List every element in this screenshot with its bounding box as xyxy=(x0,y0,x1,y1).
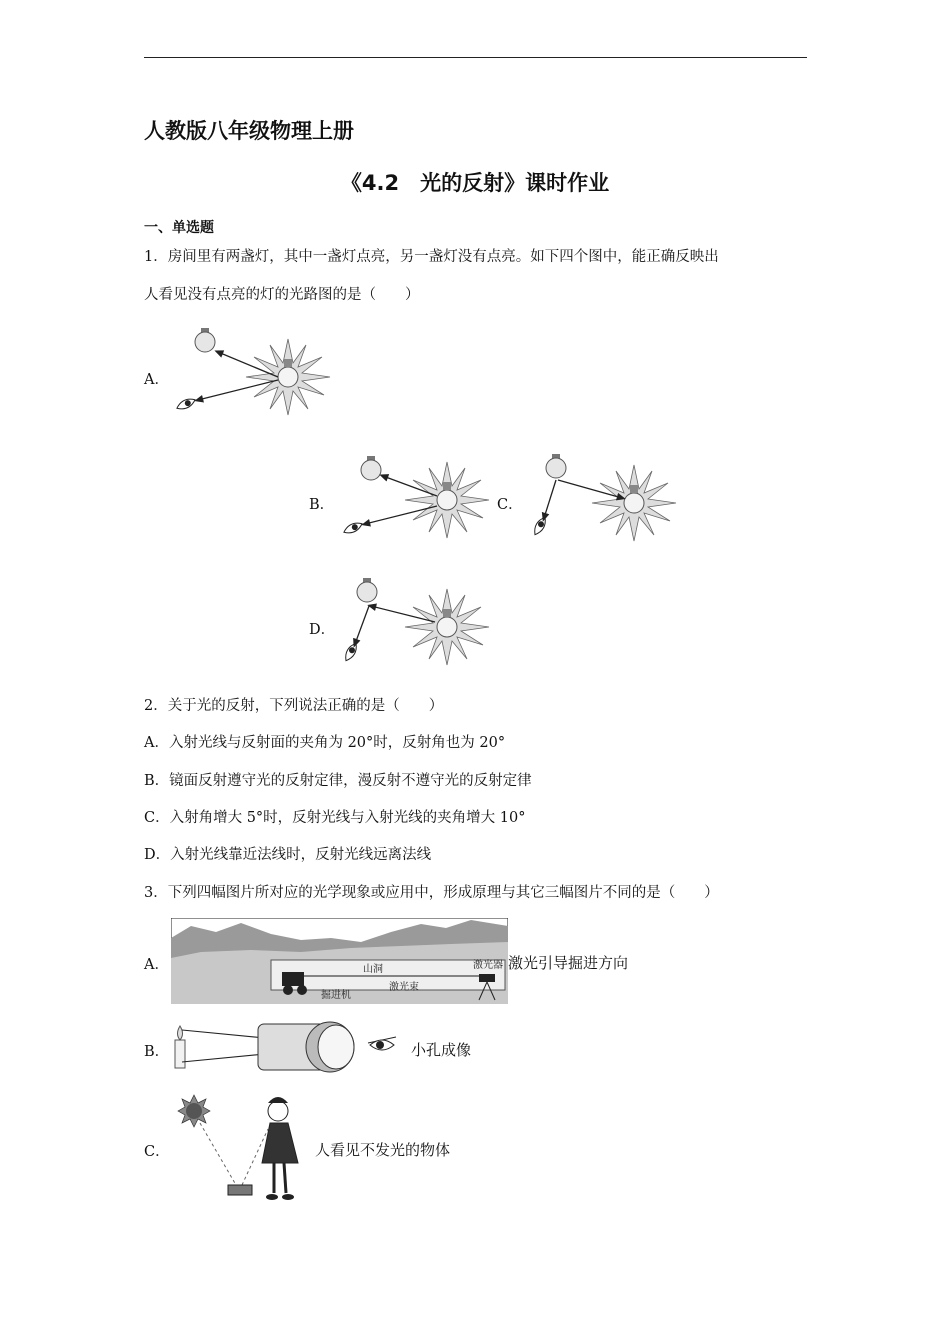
q1-stem-line2: 人看见没有点亮的灯的光路图的是（ ） xyxy=(144,287,420,303)
q3-stem: 3．下列四幅图片所对应的光学现象或应用中，形成原理与其它三幅图片不同的是（ ） xyxy=(144,885,719,901)
q1-option-b-label: B． xyxy=(309,497,335,513)
eye-icon xyxy=(368,1037,396,1050)
q1-stem-line1: 1．房间里有两盏灯，其中一盏灯点亮，另一盏灯没有点亮。如下四个图中，能正确反映出 xyxy=(144,249,719,265)
eye-icon xyxy=(532,515,549,536)
q1-option-c-label: C． xyxy=(497,497,523,513)
q3-option-c-caption: 人看见不发光的物体 xyxy=(315,1141,451,1159)
q2-option-a: A．入射光线与反射面的夹角为 20°时，反射角也为 20° xyxy=(144,735,506,751)
lit-lamp-icon xyxy=(592,465,676,541)
q2-stem: 2．关于光的反射，下列说法正确的是（ ） xyxy=(144,698,444,714)
unlit-lamp-icon xyxy=(546,454,566,478)
q1-option-c-figure xyxy=(522,448,687,548)
book-icon xyxy=(228,1185,252,1195)
q1-option-a-label: A． xyxy=(144,372,169,388)
q3-option-a-caption: 激光引导掘进方向 xyxy=(508,954,629,972)
label-machine: 掘进机 xyxy=(321,990,351,1001)
q3-option-b-figure xyxy=(170,1018,410,1078)
label-beam: 激光束 xyxy=(389,982,419,993)
q3-option-a-figure xyxy=(171,918,508,1004)
q3-option-b-caption: 小孔成像 xyxy=(411,1041,472,1059)
q1-option-a-figure xyxy=(168,322,333,422)
unlit-lamp-icon xyxy=(361,456,381,480)
q1-option-d-figure xyxy=(335,572,500,672)
lit-lamp-icon xyxy=(405,589,489,665)
q2-option-b: B．镜面反射遵守光的反射定律，漫反射不遵守光的反射定律 xyxy=(144,773,532,789)
q2-option-c: C．入射角增大 5°时，反射光线与入射光线的夹角增大 10° xyxy=(144,810,526,826)
label-laser: 激光器 xyxy=(473,960,503,971)
label-tunnel: 山洞 xyxy=(363,964,383,975)
q3-option-c-figure xyxy=(170,1093,310,1205)
person-icon xyxy=(262,1097,298,1200)
q2-option-d: D．入射光线靠近法线时，反射光线远离法线 xyxy=(144,847,432,863)
q3-option-c-label: C． xyxy=(144,1144,170,1160)
document-title: 人教版八年级物理上册 xyxy=(144,119,354,143)
document-subtitle: 《4.2 光的反射》课时作业 xyxy=(340,171,610,195)
sun-icon xyxy=(178,1095,210,1127)
section-heading: 一、单选题 xyxy=(144,220,214,236)
q3-option-a-label: A． xyxy=(144,957,169,973)
q3-option-b-label: B． xyxy=(144,1044,170,1060)
pinhole-camera-icon xyxy=(258,1022,354,1072)
eye-icon xyxy=(342,520,364,536)
eye-icon xyxy=(343,641,360,662)
unlit-lamp-icon xyxy=(357,578,377,602)
q1-option-d-label: D． xyxy=(309,622,336,638)
lit-lamp-icon xyxy=(405,462,489,538)
eye-icon xyxy=(175,396,197,412)
lit-lamp-icon xyxy=(246,339,330,415)
header-rule xyxy=(144,57,807,58)
q1-option-b-figure xyxy=(335,448,490,548)
unlit-lamp-icon xyxy=(195,328,215,352)
